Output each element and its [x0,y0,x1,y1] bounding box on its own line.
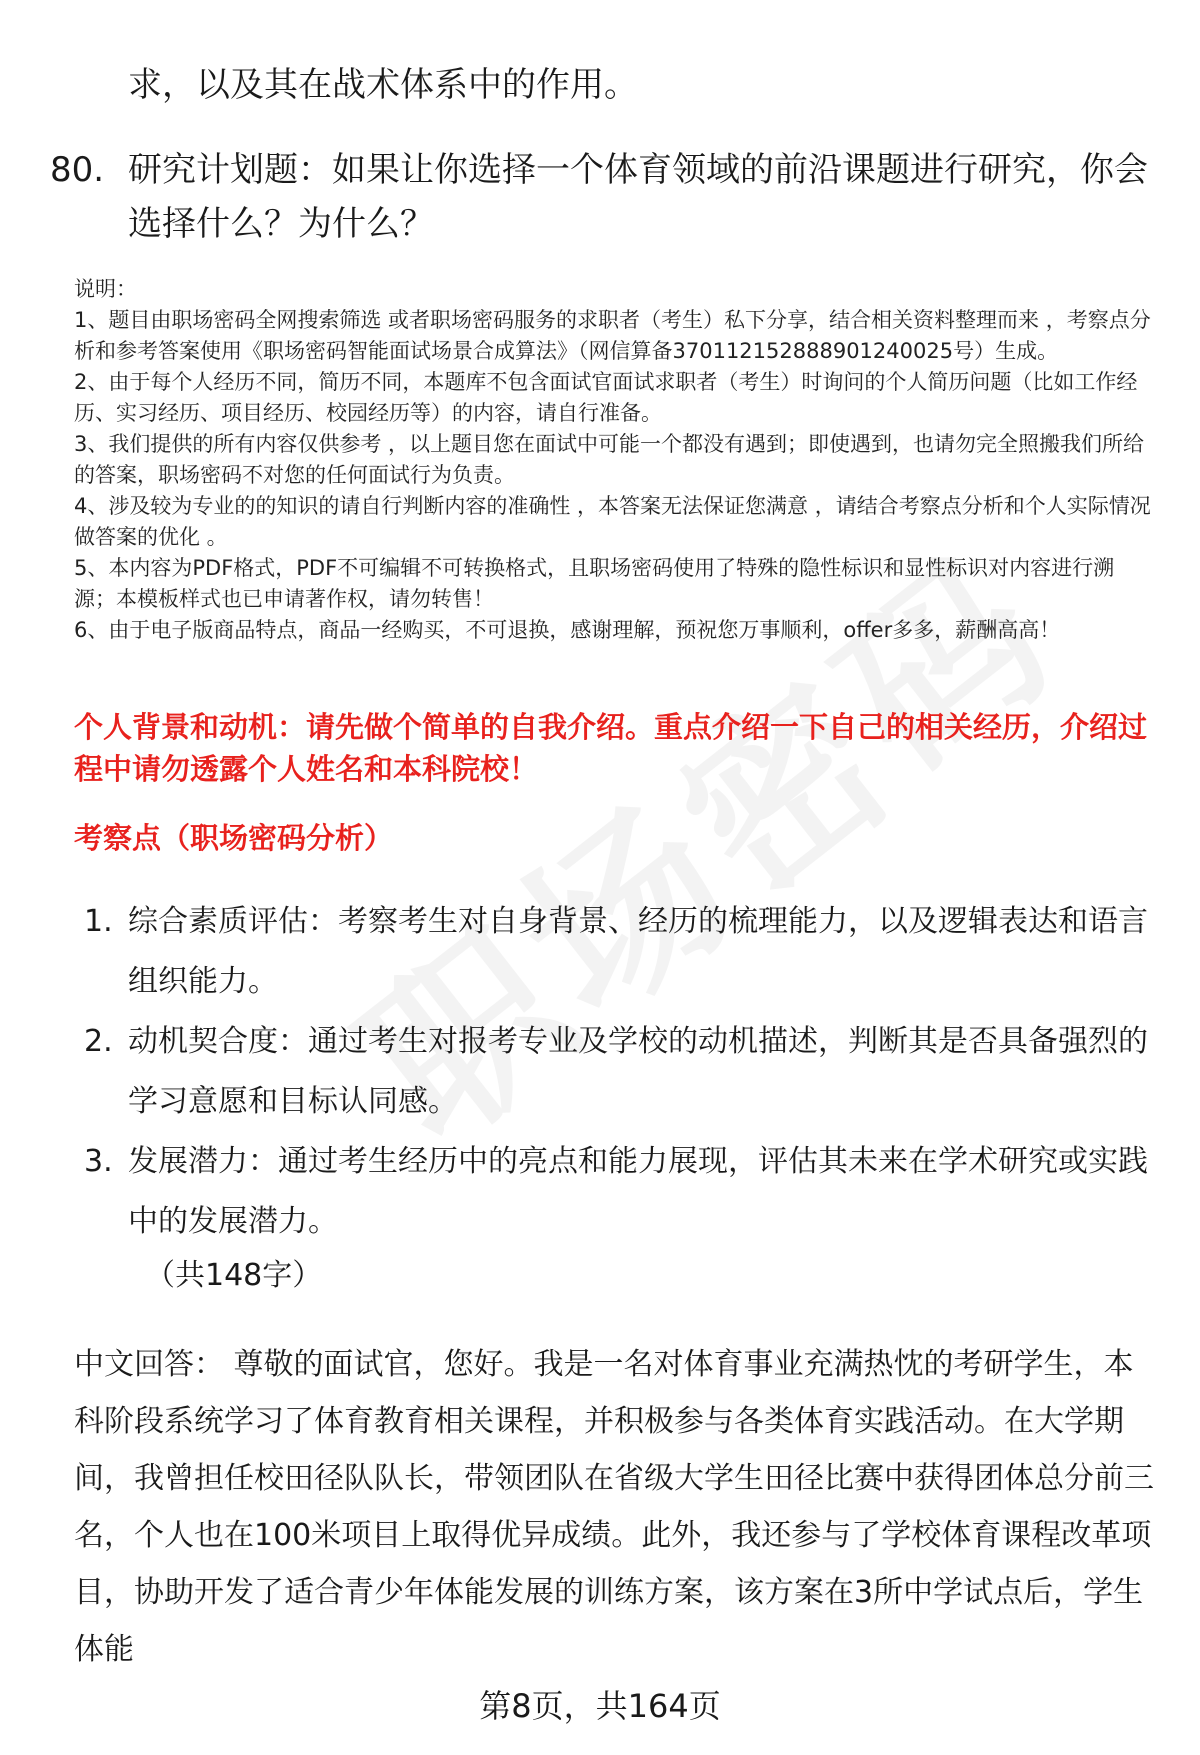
character-count: （共148字） [145,1258,323,1293]
question-number: 80. [50,150,105,190]
note-item: 5、本内容为PDF格式，PDF不可编辑不可转换格式，且职场密码使用了特殊的隐性标识和显性标识对内容进行溯源；本模板样式也已申请著作权，请勿转售！ [74,556,1115,611]
point-number: 2. [84,1024,113,1059]
point-text: 发展潜力：通过考生经历中的亮点和能力展现，评估其未来在学术研究或实践中的发展潜力。 [128,1144,1148,1239]
note-item: 1、题目由职场密码全网搜索筛选 或者职场密码服务的求职者（考生）私下分享，结合相关资料整理而来 ，考察点分析和参考答案使用《职场密码智能面试场景合成算法》（网信算备370112152888901240025号）生成。 [74,308,1151,363]
note-item: 2、由于每个人经历不同，简历不同，本题库不包含面试官面试求职者（考生）时询问的个人简历问题（比如工作经历、实习经历、项目经历、校园经历等）的内容，请自行准备。 [74,370,1138,425]
notes-title: 说明： [74,277,137,301]
previous-question-continuation: 求，以及其在战术体系中的作用。 [128,65,638,105]
analysis-point [84,1132,1154,1252]
question-80 [50,143,1150,251]
intro-question: 个人背景和动机：请先做个简单的自我介绍。重点介绍一下自己的相关经历，介绍过程中请勿透露个人姓名和本科院校！ [74,710,1148,786]
analysis-point [84,1012,1154,1132]
point-number: 1. [84,904,113,939]
point-text: 综合素质评估：考察考生对自身背景、经历的梳理能力，以及逻辑表达和语言组织能力。 [128,904,1148,999]
point-number: 3. [84,1144,113,1179]
point-text: 动机契合度：通过考生对报考专业及学校的动机描述，判断其是否具备强烈的学习意愿和目标认同感。 [128,1024,1148,1119]
chinese-answer: 中文回答： 尊敬的面试官，您好。我是一名对体育事业充满热忱的考研学生，本科阶段系统学习了体育教育相关课程，并积极参与各类体育实践活动。在大学期间，我曾担任校田径队队长，带领团队在省级大学生田径比赛中获得团体总分前三名，个人也在100米项目上取得优异成绩。此外，我还参与了学校体育课程改革项目，协助开发了适合青少年体能发展的训练方案，该方案在3所中学试点后，学生体能 [74,1347,1154,1667]
note-item: 4、涉及较为专业的的知识的请自行判断内容的准确性 ，本答案无法保证您满意 ，请结合考察点分析和个人实际情况做答案的优化 。 [74,494,1151,549]
note-item: 3、我们提供的所有内容仅供参考 ，以上题目您在面试中可能一个都没有遇到；即使遇到，也请勿完全照搬我们所给的答案，职场密码不对您的任何面试行为负责。 [74,432,1145,487]
analysis-points [84,892,1154,1252]
analysis-title: 考察点（职场密码分析） [74,821,394,855]
page-footer: 第8页，共164页 [479,1687,721,1725]
analysis-point [84,892,1154,1012]
note-item: 6、由于电子版商品特点，商品一经购买，不可退换，感谢理解，预祝您万事顺利，offer多多，薪酬高高！ [74,618,1061,642]
notes-section [74,274,1154,646]
question-text: 研究计划题：如果让你选择一个体育领域的前沿课题进行研究，你会选择什么？为什么？ [128,150,1148,244]
